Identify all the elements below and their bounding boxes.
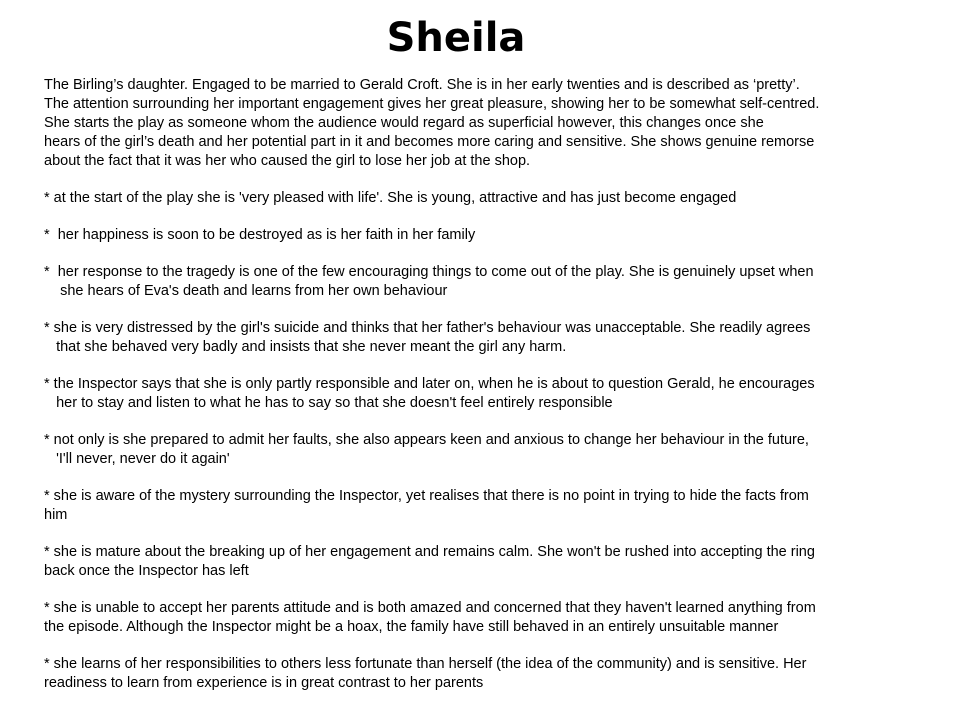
spacer [44, 245, 924, 263]
spacer [44, 357, 924, 375]
spacer [44, 581, 924, 599]
intro-line: about the fact that it was her who caused the girl to lose her job at the shop. [44, 153, 531, 169]
bullet-line: * she is aware of the mystery surrounding the Inspector, yet realises that there is no point in trying to hide the facts from [44, 488, 809, 504]
spacer [44, 637, 924, 655]
bullet-point [44, 655, 924, 693]
bullet-point [44, 319, 924, 357]
bullet-line: * her response to the tragedy is one of the few encouraging things to come out of the play. She is genuinely upset when [44, 264, 814, 280]
spacer [44, 413, 924, 431]
bullet-point [44, 263, 924, 301]
bullet-point [44, 543, 924, 581]
bullet-line: readiness to learn from experience is in great contrast to her parents [44, 675, 484, 691]
spacer [44, 525, 924, 543]
bullet-line: * she learns of her responsibilities to others less fortunate than herself (the idea of the community) and is sensitive. Her [44, 656, 807, 672]
intro-line: The attention surrounding her important engagement gives her great pleasure, showing her to be somewhat self-centred. [44, 96, 820, 112]
bullet-point [44, 375, 924, 413]
bullet-line: * she is mature about the breaking up of her engagement and remains calm. She won't be rushed into accepting the ring [44, 544, 815, 560]
intro-line: hears of the girl’s death and her potential part in it and becomes more caring and sensitive. She shows genuine remorse [44, 134, 815, 150]
bullet-point [44, 189, 924, 208]
bullet-line: * she is very distressed by the girl's suicide and thinks that her father's behaviour was unacceptable. She readily agrees [44, 320, 811, 336]
intro-line: She starts the play as someone whom the audience would regard as superficial however, this changes once she [44, 115, 764, 131]
bullet-line: that she behaved very badly and insists that she never meant the girl any harm. [44, 339, 567, 355]
bullet-line: * the Inspector says that she is only partly responsible and later on, when he is about to question Gerald, he encourages [44, 376, 815, 392]
bullet-point [44, 599, 924, 637]
bullet-line: 'I'll never, never do it again' [44, 451, 230, 467]
intro-line: The Birling’s daughter. Engaged to be married to Gerald Croft. She is in her early twenties and is described as ‘pretty’. [44, 77, 800, 93]
spacer [44, 301, 924, 319]
spacer [44, 469, 924, 487]
bullet-line: * her happiness is soon to be destroyed as is her faith in her family [44, 227, 476, 243]
slide-title: Sheila [386, 15, 526, 61]
bullet-line: him [44, 507, 68, 523]
spacer [44, 208, 924, 226]
slide-body [44, 76, 924, 693]
intro-paragraph [44, 76, 924, 171]
bullet-point [44, 487, 924, 525]
bullet-line: * she is unable to accept her parents attitude and is both amazed and concerned that they haven't learned anything from [44, 600, 816, 616]
bullet-line: * at the start of the play she is 'very pleased with life'. She is young, attractive and has just become engaged [44, 190, 737, 206]
bullet-line: the episode. Although the Inspector might be a hoax, the family have still behaved in an entirely unsuitable manner [44, 619, 779, 635]
bullet-point [44, 226, 924, 245]
spacer [44, 171, 924, 189]
bullet-line: * not only is she prepared to admit her faults, she also appears keen and anxious to change her behaviour in the future, [44, 432, 809, 448]
bullet-line: back once the Inspector has left [44, 563, 249, 579]
bullet-point [44, 431, 924, 469]
bullet-line: her to stay and listen to what he has to say so that she doesn't feel entirely responsible [44, 395, 613, 411]
bullet-line: she hears of Eva's death and learns from her own behaviour [44, 283, 448, 299]
